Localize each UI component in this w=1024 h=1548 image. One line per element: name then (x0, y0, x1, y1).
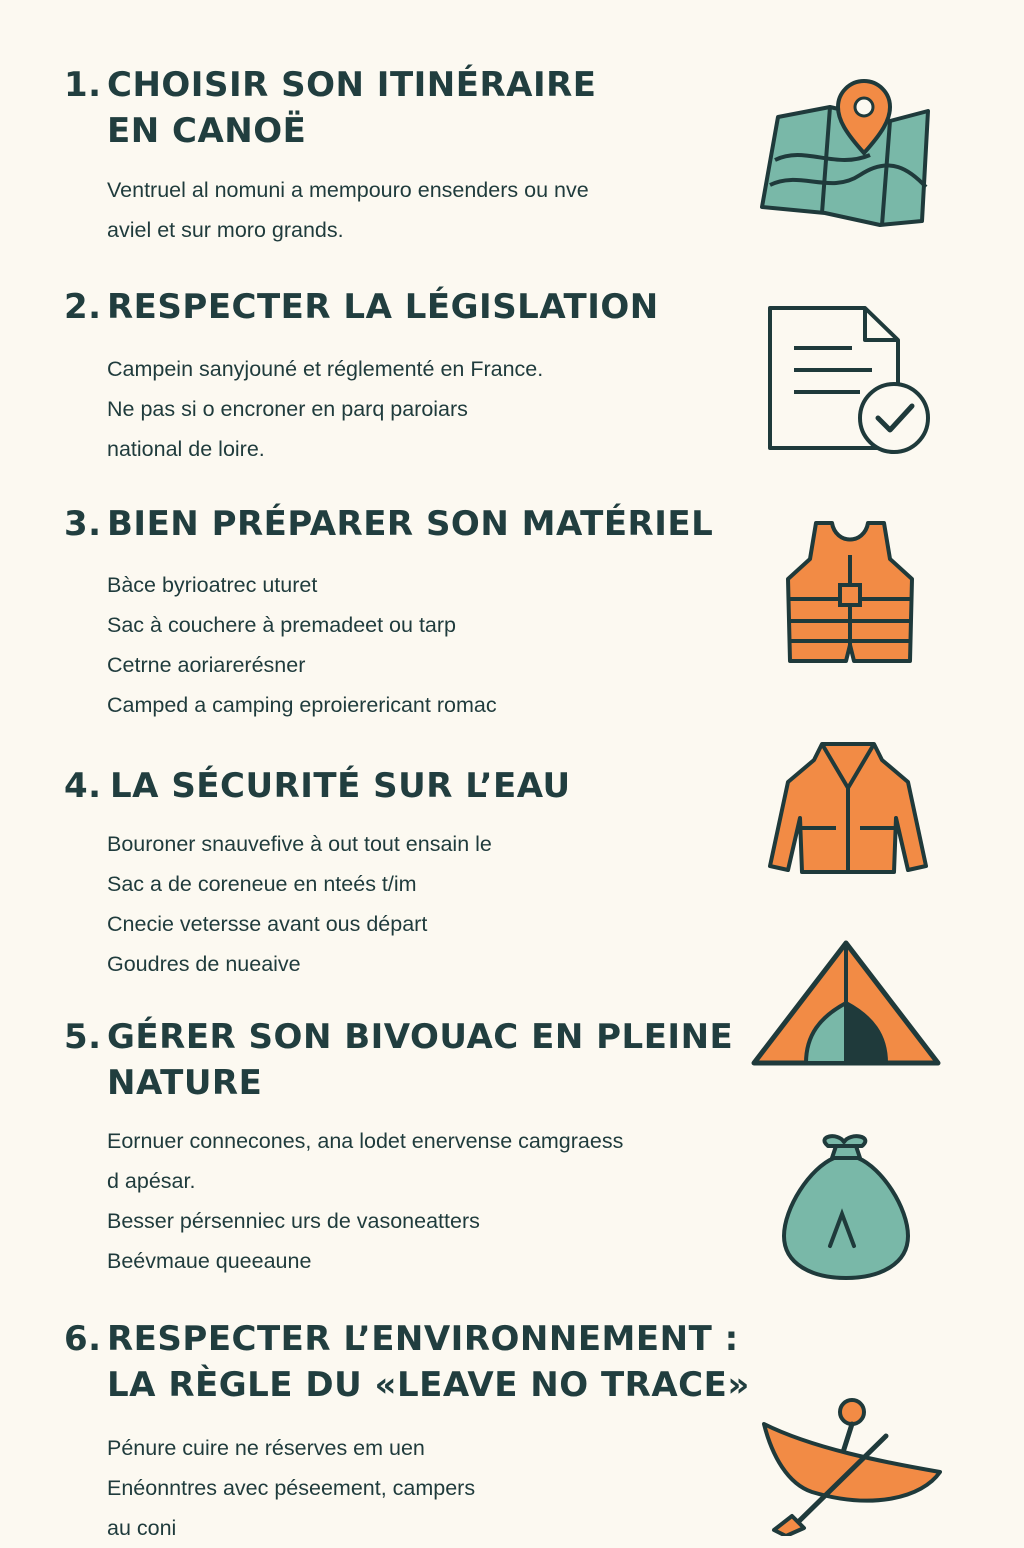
body-line: d apésar. (107, 1169, 196, 1193)
canoe-icon (752, 1392, 948, 1536)
section-number: 1. (64, 65, 102, 105)
body-line: Eornuer connecones, ana lodet enervense camgraess (107, 1129, 624, 1153)
body-line: Bàce byrioatrec uturet (107, 573, 318, 597)
body-line: Bouroner snauvefive à out tout ensain le (107, 832, 492, 856)
title-line: LA RÈGLE DU «LEAVE NO TRACE» (107, 1365, 750, 1405)
title-line: RESPECTER LA LÉGISLATION (107, 287, 659, 327)
body-line: Cnecie vetersse avant ous départ (107, 912, 428, 936)
body-line: au coni (107, 1516, 177, 1540)
body-line: Besser pérsenniec urs de vasoneatters (107, 1209, 480, 1233)
body-line: Sac a de coreneue en nteés t/im (107, 872, 417, 896)
map-pin-icon (750, 75, 950, 235)
section-title (107, 1316, 750, 1408)
title-line: CHOISIR SON ITINÉRAIRE (107, 65, 597, 105)
section-body (107, 1121, 727, 1281)
body-line: Sac à couchere à premadeet ou tarp (107, 613, 456, 637)
body-line: Beévmaue queeaune (107, 1249, 312, 1273)
body-line: Campein sanyjouné et réglementé en France. (107, 357, 544, 381)
title-line: RESPECTER L’ENVIRONNEMENT : (107, 1319, 739, 1359)
section-title (107, 62, 727, 154)
section-title (107, 284, 727, 330)
section-number: 2. (64, 287, 102, 327)
body-line: aviel et sur moro grands. (107, 218, 344, 242)
body-line: Goudres de nueaive (107, 952, 301, 976)
section-body (107, 1428, 727, 1548)
section-number: 3. (64, 504, 102, 544)
title-line: GÉRER SON BIVOUAC EN PLEINE (107, 1017, 734, 1057)
body-line: Camped a camping eproierericant romac (107, 693, 497, 717)
tent-icon (748, 935, 944, 1070)
section-title (107, 501, 727, 547)
life-vest-icon (770, 515, 930, 670)
body-line: Enéonntres avec péseement, campers (107, 1476, 476, 1500)
title-line: EN CANOË (107, 111, 307, 151)
section-number: 5. (64, 1017, 102, 1057)
section-body (107, 170, 727, 250)
body-line: Ne pas si o encroner en parq paroiars (107, 397, 468, 421)
section-body (107, 349, 727, 469)
body-line: Pénure cuire ne réserves em uen (107, 1436, 425, 1460)
trash-bag-icon (776, 1128, 916, 1283)
body-line: Cetrne aoriarerésner (107, 653, 306, 677)
section-body (107, 565, 727, 725)
section-number: 4. (64, 766, 102, 806)
section-number: 6. (64, 1319, 102, 1359)
section-title (107, 1014, 734, 1106)
section-title (110, 763, 730, 809)
body-line: national de loire. (107, 437, 265, 461)
title-line: BIEN PRÉPARER SON MATÉRIEL (107, 504, 714, 544)
section-body (107, 824, 727, 984)
title-line: LA SÉCURITÉ SUR L’EAU (110, 766, 571, 806)
body-line: Ventruel al nomuni a mempouro ensenders ou nve (107, 178, 589, 202)
document-check-icon (760, 300, 950, 460)
jacket-icon (762, 738, 934, 878)
title-line: NATURE (107, 1063, 263, 1103)
